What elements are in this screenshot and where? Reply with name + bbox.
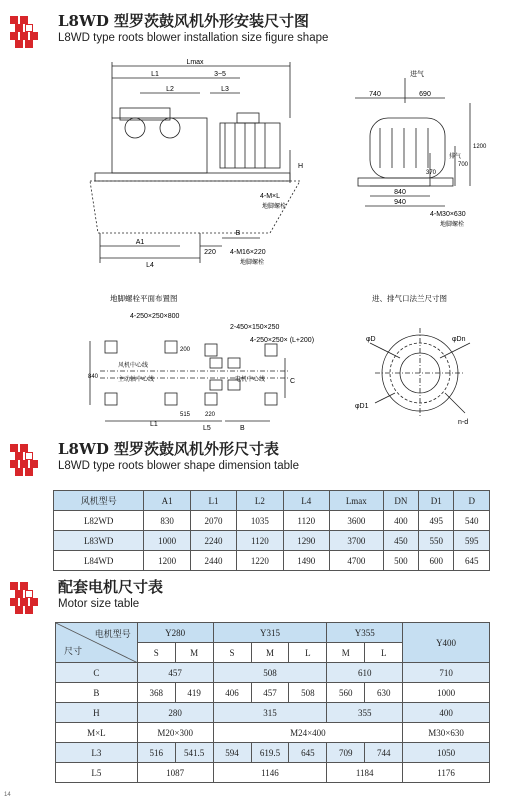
table-cell: 495 bbox=[419, 511, 454, 531]
table-cell: 1290 bbox=[283, 531, 329, 551]
table-cell: 595 bbox=[454, 531, 490, 551]
table-cell: H bbox=[56, 703, 138, 723]
install-title-cn: L8WD 型罗茨鼓风机外形安装尺寸图 bbox=[58, 12, 310, 30]
installation-drawing bbox=[0, 58, 530, 448]
table-cell: 744 bbox=[365, 743, 403, 763]
table-cell: L83WD bbox=[54, 531, 144, 551]
company-logo-icon bbox=[8, 440, 50, 478]
table-cell: B bbox=[56, 683, 138, 703]
table-cell: 1000 bbox=[144, 531, 190, 551]
dim-700: 700 bbox=[458, 162, 469, 168]
fan-center-line: 风机中心线 bbox=[118, 363, 149, 369]
sub-header-cell: M bbox=[327, 643, 365, 663]
table-cell: 1200 bbox=[144, 551, 190, 571]
table-cell: L82WD bbox=[54, 511, 144, 531]
table-cell: 457 bbox=[137, 663, 213, 683]
table-cell: 1035 bbox=[237, 511, 283, 531]
plan-dim-l5: L5 bbox=[203, 425, 211, 432]
plan-dim-2-450: 2-450×150×250 bbox=[230, 324, 280, 331]
table-cell: 400 bbox=[403, 703, 490, 723]
table-row bbox=[56, 663, 490, 683]
plan-dim-220: 220 bbox=[205, 412, 216, 418]
table-cell: 315 bbox=[213, 703, 327, 723]
table-cell: 1120 bbox=[283, 511, 329, 531]
table-cell: L3 bbox=[56, 743, 138, 763]
bolt-mxl: 4-M×L bbox=[260, 193, 281, 200]
inlet-label: 进气 bbox=[410, 71, 424, 78]
header-cell: D bbox=[454, 491, 490, 511]
install-title-en: L8WD type roots blower installation size figure shape bbox=[58, 32, 329, 44]
model-header: Y355 bbox=[327, 623, 403, 643]
sub-header-cell: S bbox=[137, 643, 175, 663]
table-cell: 400 bbox=[383, 511, 418, 531]
dim-lmax: Lmax bbox=[186, 59, 204, 66]
sub-header-cell: M bbox=[251, 643, 289, 663]
header-cell: DN bbox=[383, 491, 418, 511]
table-cell: 645 bbox=[289, 743, 327, 763]
table-cell: 4700 bbox=[329, 551, 383, 571]
table-cell: 508 bbox=[213, 663, 327, 683]
model-header: Y400 bbox=[403, 623, 490, 663]
sub-header-cell: M bbox=[175, 643, 213, 663]
bolt-m30-label: 地脚螺栓 bbox=[440, 222, 465, 228]
table-cell: 508 bbox=[289, 683, 327, 703]
table-cell: 541.5 bbox=[175, 743, 213, 763]
header-cell: Lmax bbox=[329, 491, 383, 511]
shape-table-header bbox=[8, 440, 299, 478]
table-cell: 406 bbox=[213, 683, 251, 703]
dim-h: H bbox=[298, 163, 304, 170]
corner-top-label: 电机型号 bbox=[94, 629, 131, 639]
table-cell: C bbox=[56, 663, 138, 683]
table-cell: 1490 bbox=[283, 551, 329, 571]
plan-dim-l1: L1 bbox=[150, 421, 158, 428]
table-cell: L5 bbox=[56, 763, 138, 783]
motor-table-header bbox=[8, 578, 163, 616]
install-section-header bbox=[8, 12, 328, 50]
table-cell: 610 bbox=[327, 663, 403, 683]
table-cell: 3700 bbox=[329, 531, 383, 551]
table-cell: L84WD bbox=[54, 551, 144, 571]
shape-title-en: L8WD type roots blower shape dimension table bbox=[58, 460, 299, 472]
table-cell: 1220 bbox=[237, 551, 283, 571]
table-cell: 600 bbox=[419, 551, 454, 571]
header-cell: 风机型号 bbox=[54, 491, 144, 511]
dim-l4: L4 bbox=[146, 262, 154, 269]
table-row bbox=[56, 763, 490, 783]
table-cell: 1120 bbox=[237, 531, 283, 551]
table-cell: M24×400 bbox=[213, 723, 403, 743]
plan-dim-c: C bbox=[290, 378, 296, 385]
table-cell: 2240 bbox=[190, 531, 236, 551]
motor-title-en: Motor size table bbox=[58, 598, 140, 610]
header-cell: L4 bbox=[283, 491, 329, 511]
shaft-center-line: 主动轴中心线 bbox=[118, 377, 155, 383]
table-cell: 645 bbox=[454, 551, 490, 571]
table-cell: 830 bbox=[144, 511, 190, 531]
dim-840: 840 bbox=[394, 189, 406, 196]
flange-d: φD bbox=[366, 336, 376, 343]
shape-title-cn: L8WD 型罗茨鼓风机外形尺寸表 bbox=[58, 440, 280, 458]
table-cell: 560 bbox=[327, 683, 365, 703]
table-row bbox=[56, 723, 490, 743]
table-cell: 710 bbox=[403, 663, 490, 683]
table-cell: M20×300 bbox=[137, 723, 213, 743]
table-cell: M30×630 bbox=[403, 723, 490, 743]
dim-1200: 1200 bbox=[473, 144, 487, 150]
header-cell: L1 bbox=[190, 491, 236, 511]
table-cell: 594 bbox=[213, 743, 251, 763]
header-cell: D1 bbox=[419, 491, 454, 511]
bolt-mxl-label: 地脚螺栓 bbox=[262, 204, 287, 210]
dim-740: 740 bbox=[369, 91, 381, 98]
table-cell: 516 bbox=[137, 743, 175, 763]
table-cell: 1176 bbox=[403, 763, 490, 783]
motor-title-cn: 配套电机尺寸表 bbox=[58, 578, 164, 596]
header-cell: L2 bbox=[237, 491, 283, 511]
dim-370: 370 bbox=[426, 170, 437, 176]
table-cell: 540 bbox=[454, 511, 490, 531]
table-cell: M×L bbox=[56, 723, 138, 743]
outlet-label: 排气 bbox=[449, 154, 462, 160]
company-logo-icon bbox=[8, 578, 50, 616]
table-cell: 280 bbox=[137, 703, 213, 723]
sub-header-cell: L bbox=[289, 643, 327, 663]
dim-690: 690 bbox=[419, 91, 431, 98]
table-header-row bbox=[56, 623, 490, 643]
table-cell: 550 bbox=[419, 531, 454, 551]
table-header-row bbox=[54, 491, 490, 511]
table-cell: 1087 bbox=[137, 763, 213, 783]
dim-l2: L2 bbox=[166, 86, 174, 93]
company-logo-icon bbox=[8, 12, 50, 50]
table-row bbox=[54, 531, 490, 551]
bolt-m16-label: 地脚螺栓 bbox=[240, 260, 265, 266]
table-cell: 619.5 bbox=[251, 743, 289, 763]
table-cell: 450 bbox=[383, 531, 418, 551]
plan-dim-840: 840 bbox=[88, 374, 99, 380]
table-row bbox=[56, 683, 490, 703]
table-cell: 630 bbox=[365, 683, 403, 703]
table-cell: 457 bbox=[251, 683, 289, 703]
dim-3-5: 3~5 bbox=[214, 71, 226, 78]
flange-title: 进、排气口法兰尺寸图 bbox=[372, 294, 447, 303]
sub-header-cell: S bbox=[213, 643, 251, 663]
table-cell: 1146 bbox=[213, 763, 327, 783]
bolt-m16: 4-M16×220 bbox=[230, 249, 266, 256]
corner-bottom-label: 尺寸 bbox=[64, 646, 83, 656]
dim-220: 220 bbox=[204, 249, 216, 256]
table-cell: 2440 bbox=[190, 551, 236, 571]
table-cell: 709 bbox=[327, 743, 365, 763]
motor-size-table bbox=[55, 622, 490, 783]
table-cell: 2070 bbox=[190, 511, 236, 531]
table-row bbox=[56, 743, 490, 763]
table-row bbox=[54, 551, 490, 571]
flange-nd: n-d bbox=[458, 419, 469, 426]
table-cell: 419 bbox=[175, 683, 213, 703]
table-row bbox=[56, 703, 490, 723]
plan-dim-b: B bbox=[240, 425, 245, 432]
plan-dim-4-250-800: 4-250×250×800 bbox=[130, 313, 180, 320]
bolt-m30: 4-M30×630 bbox=[430, 211, 466, 218]
flange-d1: φD1 bbox=[355, 403, 369, 410]
table-cell: 1184 bbox=[327, 763, 403, 783]
table-cell: 1000 bbox=[403, 683, 490, 703]
dim-a1: A1 bbox=[135, 239, 145, 246]
motor-center-line: 电机中心线 bbox=[235, 377, 266, 383]
table-cell: 1050 bbox=[403, 743, 490, 763]
table-cell: 500 bbox=[383, 551, 418, 571]
table-row bbox=[54, 511, 490, 531]
plan-dim-4-250-l200: 4-250×250× (L+200) bbox=[250, 337, 315, 344]
header-cell: A1 bbox=[144, 491, 190, 511]
dim-b: B bbox=[235, 230, 241, 237]
dim-l3: L3 bbox=[221, 86, 229, 93]
model-header: Y315 bbox=[213, 623, 327, 643]
dim-940: 940 bbox=[394, 199, 406, 206]
corner-header-cell bbox=[56, 623, 138, 663]
plan-dim-515: 515 bbox=[180, 412, 191, 418]
table-cell: 3600 bbox=[329, 511, 383, 531]
dim-l1: L1 bbox=[151, 71, 159, 78]
plan-dim-200: 200 bbox=[180, 347, 191, 353]
model-header: Y280 bbox=[137, 623, 213, 643]
plan-title: 地脚螺栓平面布置图 bbox=[110, 294, 178, 303]
shape-dimension-table bbox=[53, 490, 490, 571]
flange-dn: φDn bbox=[452, 336, 466, 343]
page-number: 14 bbox=[4, 792, 11, 798]
table-cell: 368 bbox=[137, 683, 175, 703]
table-cell: 355 bbox=[327, 703, 403, 723]
sub-header-cell: L bbox=[365, 643, 403, 663]
